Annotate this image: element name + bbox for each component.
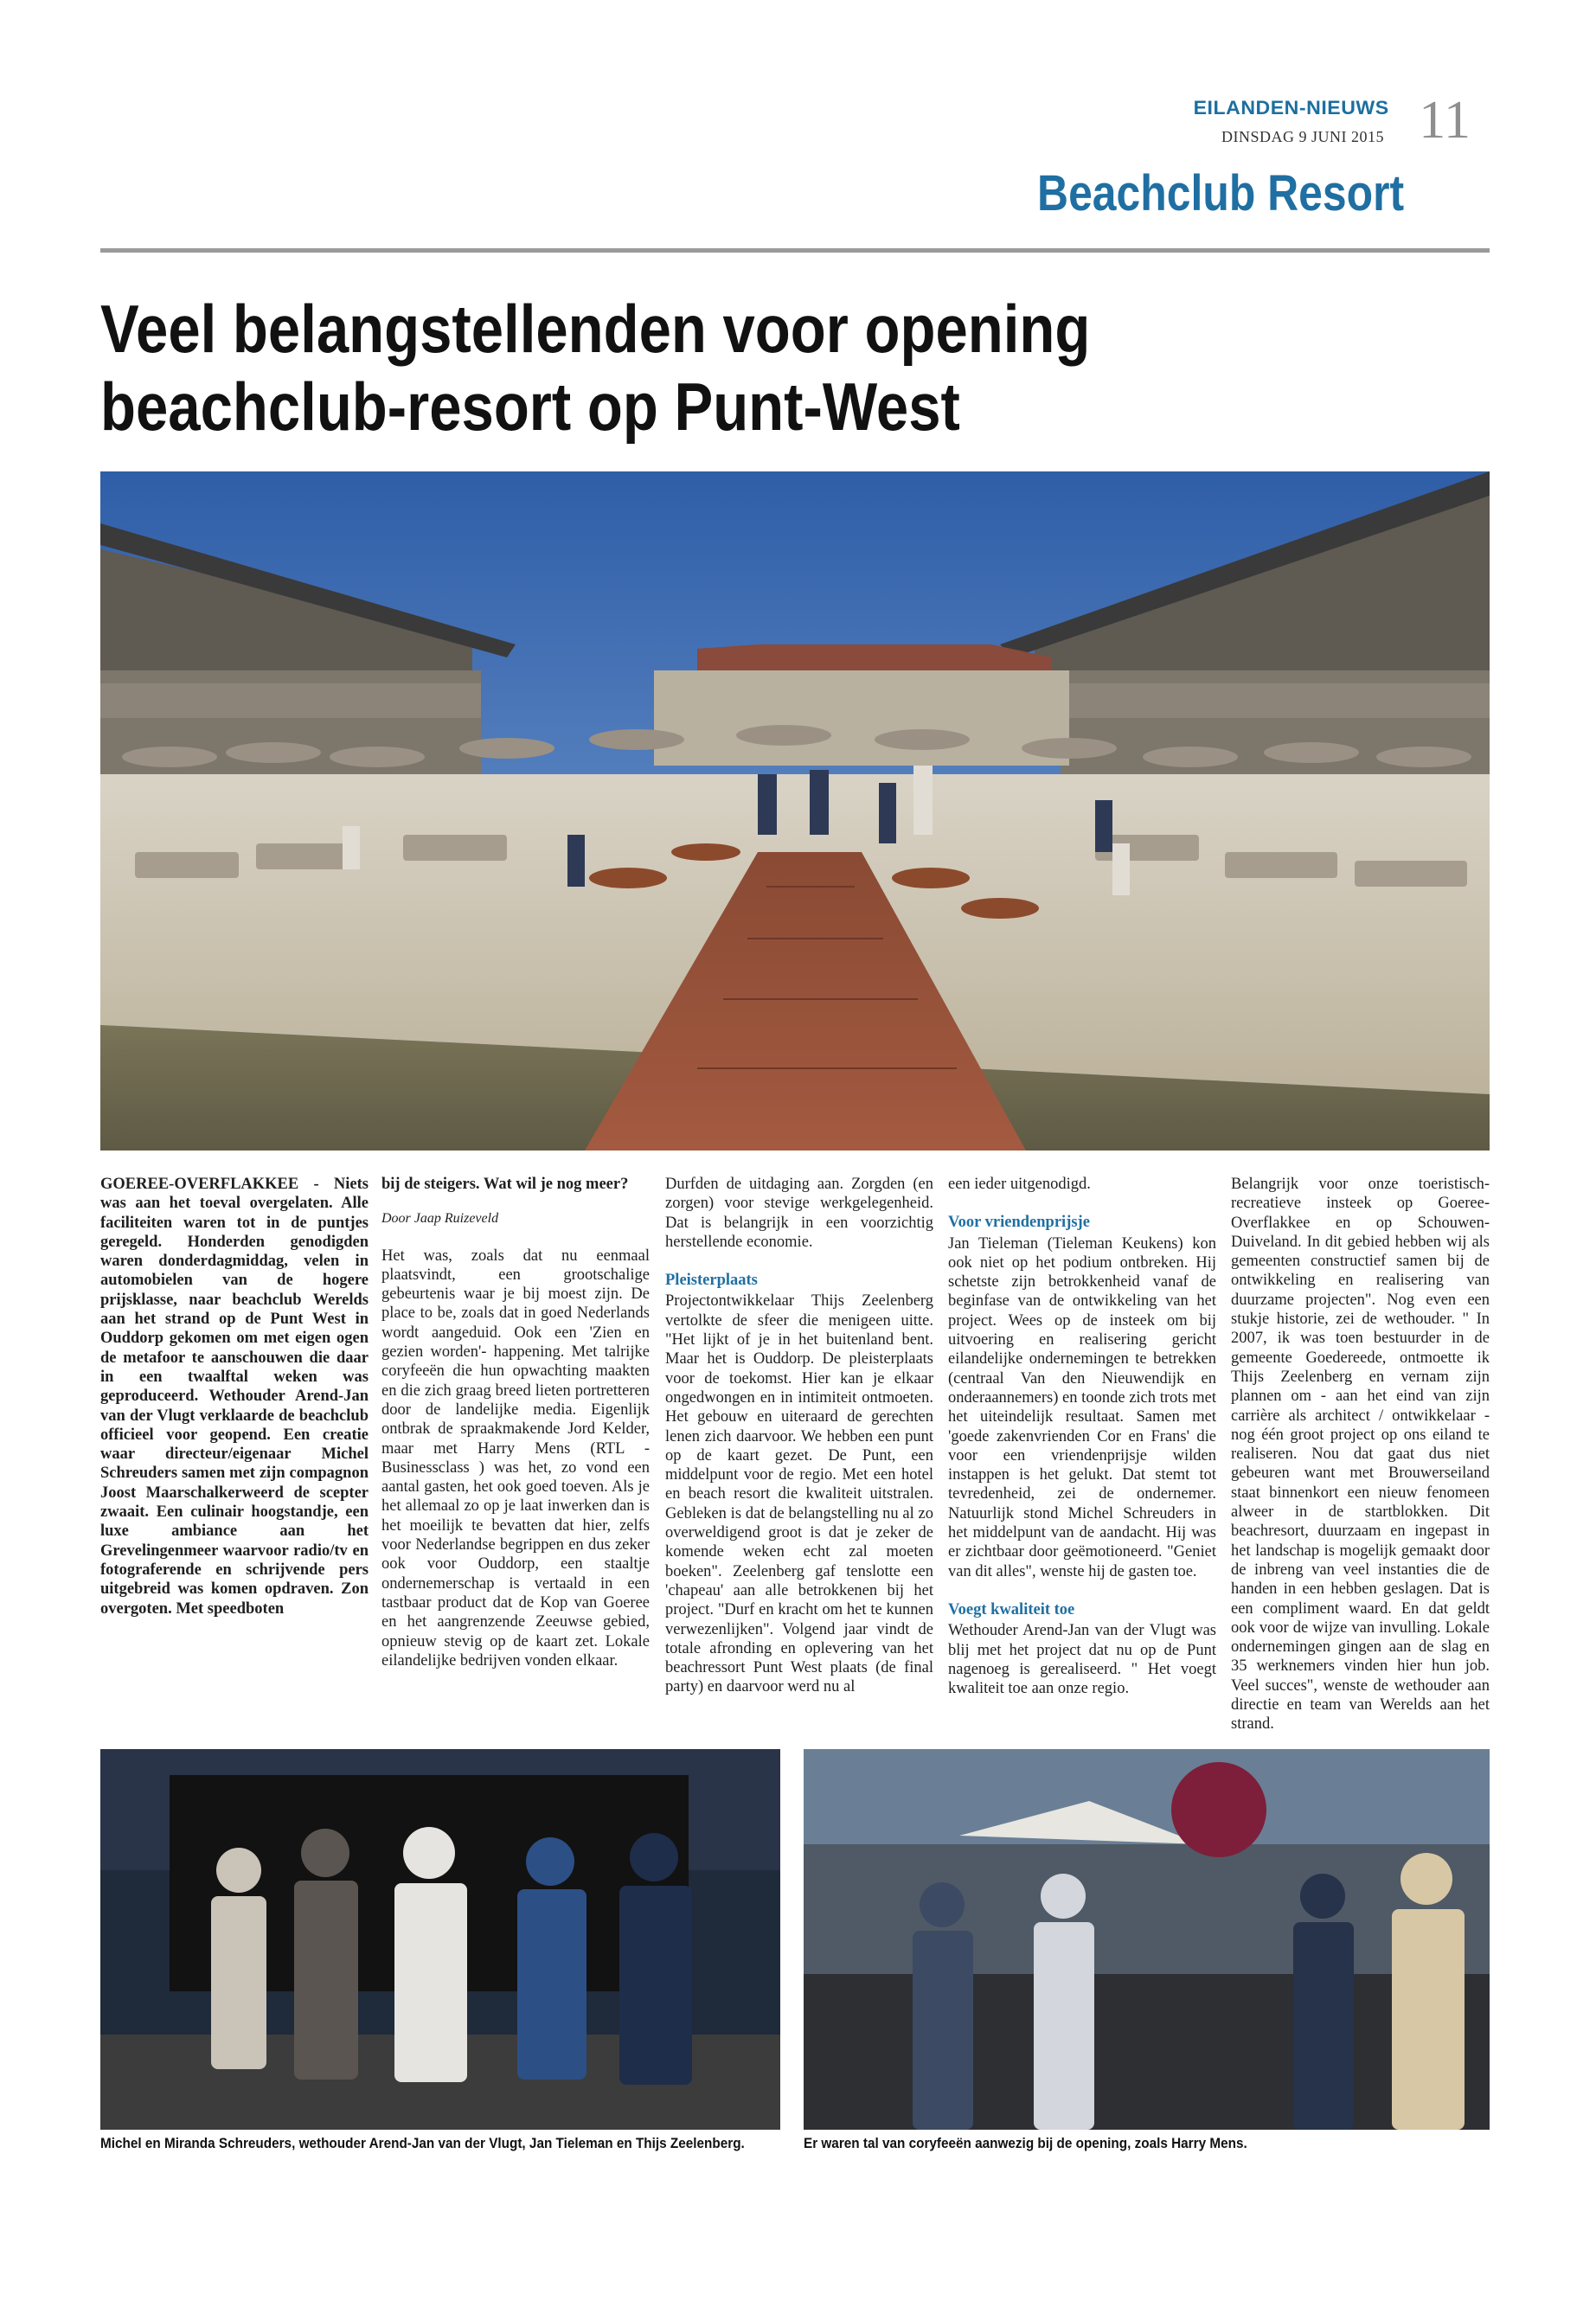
main-photo-beachclub [100, 471, 1490, 1150]
subheading-pleisterplaats: Pleisterplaats [665, 1272, 758, 1290]
article-paragraph: Wethouder Arend-Jan van der Vlugt was blij met het project dat nu op de Punt nagenoeg is gerealiseerd. " Het voegt kwaliteit toe aan onze regio. [948, 1622, 1216, 1698]
article-column-4 [948, 1175, 1216, 1698]
article-lead: GOEREE-OVERFLAKKEE - Niets was aan het toeval overgelaten. Alle faciliteiten waren tot in de puntjes geregeld. Honderden genodigden waren donderdagmiddag, velen in automobielen van de hogere prijsklasse, naar beachclub Werelds aan het strand op de Punt West in Ouddorp gekomen om met eigen ogen de metafoor te aanschouwen die daar in een twaalftal weken was geproduceerd. Wethouder Arend-Jan van der Vlugt verklaarde de beachclub officieel voor geopend. Een creatie waar directeur/eigenaar Michel Schreuders samen met zijn compagnon Joost Maarschalkerweerd de scepter zwaait. Een culinair hoogstandje, een luxe ambiance aan het Grevelingenmeer waarvoor radio/tv en fotograferende en schrijvende pers uitgebreid was komen opdraven. Zon overgoten. Met speedboten [100, 1176, 369, 1618]
article-column-5 [1231, 1175, 1490, 1734]
article-column-3 [665, 1175, 933, 1697]
subheading-kwaliteit: Voegt kwaliteit toe [948, 1600, 1075, 1618]
article-paragraph: Het was, zoals dat nu eenmaal plaatsvindt, een grootschalige gebeurtenis waar je bij moest zijn. De place to be, zoals dat in goed Nederlands wordt aangeduid. Ook een 'Zien en gezien worden'- happening. Met talrijke coryfeeën die hun opwachting maakten en die zich graag breed lieten portretteren door de landelijke media. Eigenlijk ontbrak de spraakmakende Jord Kelder, maar met Harry Mens (RTL - Businessclass ) was het, zo vond een aantal gasten, het ook goed toeven. Als je het allemaal zo op je laat inwerken dan is het moeilijk te bevatten dat hier, zelfs voor Nederlandse begrippen en dus zeker ook voor Ouddorp, een staaltje ondernemerschap is vertaald in een tastbaar product dat de Kop van Goeree en het aangrenzende Zeeuwse gebied, opnieuw stevig op de kaart zet. Lokale eilandelijke bedrijven vonden elkaar. [381, 1247, 650, 1670]
photo-caption-right: Er waren tal van coryfeeën aanwezig bij de opening, zoals Harry Mens. [804, 2135, 1247, 2151]
article-lead-continued: bij de steigers. Wat wil je nog meer? [381, 1176, 629, 1193]
article-column-1 [100, 1175, 369, 1618]
stage-people-illustration [100, 1749, 780, 2130]
photo-guests-crowd [804, 1749, 1490, 2130]
section-divider [100, 248, 1490, 253]
article-column-2 [381, 1175, 650, 1670]
page-number: 11 [1419, 91, 1471, 150]
masthead [1193, 91, 1488, 150]
article-paragraph: een ieder uitgenodigd. [948, 1176, 1091, 1193]
photo-stage-group [100, 1749, 780, 2130]
article-paragraph: Belangrijk voor onze toeristisch-recreatieve insteek op Goeree-Overflakkee en op Schouwen-Duiveland. In dit gebied hebben wij als gemeenten constructief samen bij de ontwikkeling en realisering van duurzame projecten". Nog even een stukje historie, zei de wethouder. " In 2007, ik was toen bestuurder in de gemeente Goedereede, ontmoette ik Thijs Zeelenberg en vernam zijn plannen om - aan het eind van zijn carrière als architect / ontwikkelaar - nog één groot project op ons eiland te realiseren. Nou dat gaat dus niet gebeuren want met Brouwerseiland staat binnenkort een nieuw fenomeen alweer in de startblokken. Dit beachresort, duurzaam en ingepast in het landschap is mogelijk gemaakt door de inbreng van veel instanties die de handen in een hebben geslagen. Dat is een compliment waard. En dat geldt ook voor de wijze van invulling. Lokale ondernemingen gingen aan de slag en 35 werknemers vinden hier hun job. Veel succes", wenste de wethouder aan directie en team van Werelds aan het strand. [1231, 1176, 1490, 1734]
article-paragraph: Jan Tieleman (Tieleman Keukens) kon ook niet op het podium ontbreken. Hij schetste zijn betrokkenheid vanaf de beginfase van de ontwikkeling van het project. Wees op de insteek om bij uitvoering en realisering gericht eilandelijke ondernemingen te betrekken (centraal Van den Nieuwendijk en onderaannemers) en toonde zich trots met het uiteindelijk resultaat. Samen met 'goede zakenvrienden Cor en Frans' die voor een vriendenprijsje wilden instappen is het gelukt. Dat stemt tot tevredenheid, zei de ondernemer. Natuurlijk stond Michel Schreuders in het middelpunt van de aandacht. Hij was er zichtbaar door geëmotioneerd. "Geniet van dit alles", wenste hij de gasten toe. [948, 1234, 1216, 1580]
newspaper-name: EILANDEN-NIEUWS [1193, 97, 1389, 119]
article-paragraph: Durfden de uitdaging aan. Zorgden (en zorgen) voor stevige werkgelegenheid. Dat is belangrijk in een voorzichtig herstellende economie. [665, 1176, 933, 1251]
crowd-illustration [804, 1749, 1490, 2130]
photo-caption-left: Michel en Miranda Schreuders, wethouder Arend-Jan van der Vlugt, Jan Tieleman en Thijs Zeelenberg. [100, 2135, 745, 2151]
article-headline: Veel belangstellenden voor opening beachclub-resort op Punt-West [100, 291, 1091, 445]
beachclub-jetty-illustration [100, 471, 1490, 1150]
section-title: Beachclub Resort [1036, 165, 1404, 221]
byline: Door Jaap Ruizeveld [381, 1211, 499, 1227]
article-paragraph: Projectontwikkelaar Thijs Zeelenberg vertolkte de sfeer die menigeen uitte. "Het lijkt of je in het buitenland bent. Maar het is Ouddorp. De pleisterplaats voor de toekomst. Hier kan je elkaar ongedwongen en in intimiteit ontmoeten. Het gebouw en uiteraard de gerechten lenen zich daarvoor. We hebben een punt op de kaart gezet. De Punt, een middelpunt voor de regio. Met een hotel en beach resort die kwaliteit uitstralen. Gebleken is dat de belangstelling nu al zo overweldigend groot is dat je zeker de komende weken echt zal moeten boeken". Zeelenberg gaf tenslotte een 'chapeau' aan alle betrokkenen bij het project. "Durf en kracht om het te kunnen verwezenlijken". Volgend jaar vindt de totale afronding en oplevering van het beachressort Punt West plaats (de final party) en daarvoor werd nu al [665, 1292, 933, 1696]
subheading-vriendenprijsje: Voor vriendenprijsje [948, 1214, 1090, 1232]
issue-date: DINSDAG 9 JUNI 2015 [1221, 128, 1384, 145]
